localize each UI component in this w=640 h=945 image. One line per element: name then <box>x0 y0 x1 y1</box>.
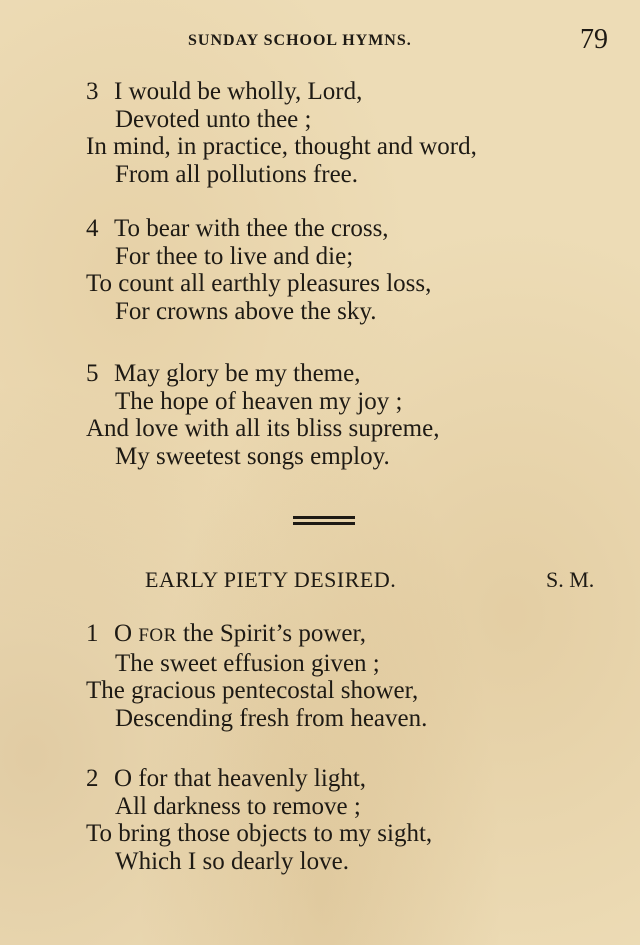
hymn-meter: S. M. <box>546 567 595 592</box>
page-number: 79 <box>580 24 608 55</box>
hymn-title: EARLY PIETY DESIRED. <box>145 567 397 592</box>
verse-text: the Spirit’s power, <box>176 620 367 647</box>
running-head: SUNDAY SCHOOL HYMNS. <box>188 32 412 49</box>
stanza-line: To bring those objects to my sight, <box>86 820 433 847</box>
small-caps-word: FOR <box>138 625 177 646</box>
stanza-2 <box>0 765 432 875</box>
stanza-4 <box>0 215 431 325</box>
verse-text: May glory be my theme, <box>114 360 361 387</box>
stanza-line: And love with all its bliss supreme, <box>86 415 440 442</box>
stanza-number: 1 <box>86 620 99 647</box>
stanza-line: The sweet effusion given ; <box>115 649 380 677</box>
stanza-number: 5 <box>86 360 99 387</box>
stanza-line: Descending fresh from heaven. <box>115 704 428 732</box>
stanza-line: For thee to live and die; <box>115 242 354 270</box>
stanza-number: 3 <box>86 78 99 105</box>
stanza-line: To count all earthly pleasures loss, <box>86 270 432 297</box>
verse-text: O for that heavenly light, <box>114 765 367 792</box>
stanza-line: From all pollutions free. <box>115 160 359 188</box>
verse-text: O <box>114 620 133 647</box>
verse-text: I would be wholly, Lord, <box>114 78 363 105</box>
stanza-3 <box>0 78 477 188</box>
stanza-line <box>0 620 427 650</box>
verse-text: To bear with thee the cross, <box>114 215 389 242</box>
stanza-line <box>0 360 439 388</box>
stanza-line: All darkness to remove ; <box>115 792 361 820</box>
section-divider <box>293 516 355 526</box>
stanza-line: For crowns above the sky. <box>115 297 377 325</box>
stanza-line <box>0 78 477 106</box>
stanza-line: In mind, in practice, thought and word, <box>86 133 477 160</box>
stanza-line: My sweetest songs employ. <box>115 442 390 470</box>
stanza-line: The gracious pentecostal shower, <box>86 677 419 704</box>
stanza-line: Devoted unto thee ; <box>115 105 312 133</box>
stanza-number: 4 <box>86 215 99 242</box>
stanza-line: The hope of heaven my joy ; <box>115 387 403 415</box>
stanza-1 <box>0 620 427 732</box>
stanza-line: Which I so dearly love. <box>115 847 349 875</box>
stanza-line <box>0 215 431 243</box>
stanza-line <box>0 765 432 793</box>
stanza-5 <box>0 360 439 470</box>
stanza-number: 2 <box>86 765 99 792</box>
